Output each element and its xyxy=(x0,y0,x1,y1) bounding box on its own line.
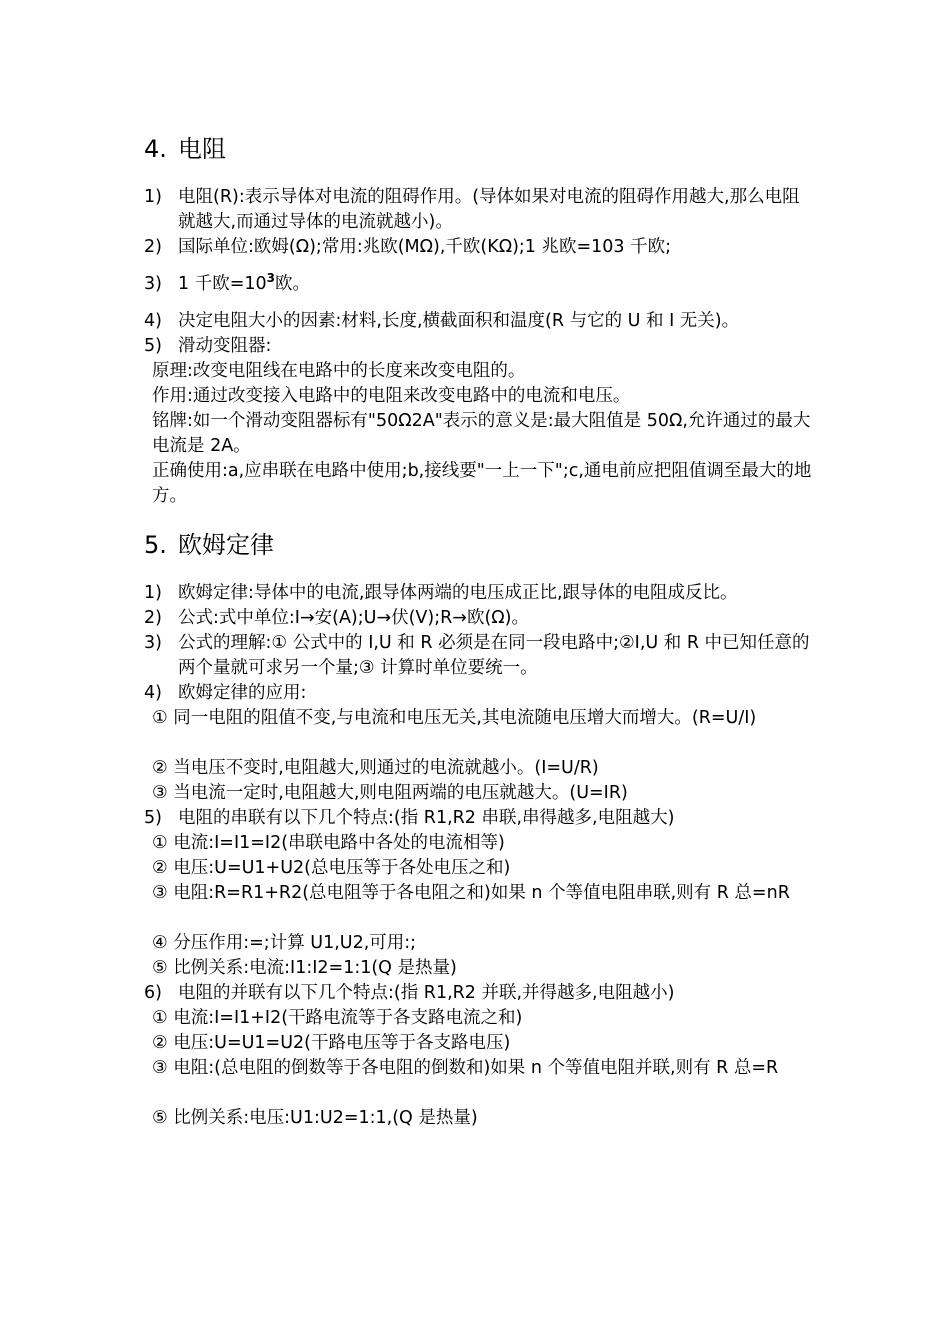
item-text-base: 1 千欧=10 xyxy=(178,274,267,294)
list-item xyxy=(144,581,814,606)
item-text: 滑动变阻器: xyxy=(178,336,272,356)
list-item xyxy=(144,272,814,298)
item-number: 4) xyxy=(144,311,162,331)
item-text: 欧姆定律的应用: xyxy=(178,683,307,703)
list-item xyxy=(144,806,814,831)
item-number: 3) xyxy=(144,274,162,294)
section-title: 欧姆定律 xyxy=(178,531,274,559)
list-item xyxy=(144,235,814,260)
sub-line: ⑤ 比例关系:电压:U1:U2=1:1,(Q 是热量) xyxy=(152,1108,478,1128)
section-number: 5. xyxy=(144,531,167,559)
sub-line: ① 电流:I=I1=I2(串联电路中各处的电流相等) xyxy=(152,833,505,853)
sub-line: ① 电流:I=I1+I2(干路电流等于各支路电流之和) xyxy=(152,1008,523,1028)
item-text: 电阻的并联有以下几个特点:(指 R1,R2 并联,并得越多,电阻越小) xyxy=(178,983,675,1003)
exponent: 3 xyxy=(266,271,275,285)
list-item xyxy=(144,309,814,334)
item-number: 2) xyxy=(144,237,162,257)
item-number: 6) xyxy=(144,983,162,1003)
item-number: 5) xyxy=(144,808,162,828)
sub-line: ② 电压:U=U1+U2(总电压等于各处电压之和) xyxy=(152,858,511,878)
item-number: 5) xyxy=(144,336,162,356)
list-item xyxy=(144,185,814,235)
sub-line: 原理:改变电阻线在电路中的长度来改变电阻的。 xyxy=(152,361,526,381)
item-number: 3) xyxy=(144,633,162,653)
sub-line: 铭牌:如一个滑动变阻器标有"50Ω2A"表示的意义是:最大阻值是 50Ω,允许通过的最大电流是 2A。 xyxy=(152,411,811,456)
item-number: 1) xyxy=(144,583,162,603)
sub-line: ① 同一电阻的阻值不变,与电流和电压无关,其电流随电压增大而增大。(R=U/I) xyxy=(152,708,757,728)
item-text: 欧姆定律:导体中的电流,跟导体两端的电压成正比,跟导体的电阻成反比。 xyxy=(178,583,738,603)
list-item xyxy=(144,334,814,359)
list-item xyxy=(144,606,814,631)
item-text: 电阻的串联有以下几个特点:(指 R1,R2 串联,串得越多,电阻越大) xyxy=(178,808,675,828)
sub-line: 正确使用:a,应串联在电路中使用;b,接线要"一上一下";c,通电前应把阻值调至最大的地方。 xyxy=(152,461,812,506)
item-text: 公式的理解:① 公式中的 I,U 和 R 必须是在同一段电路中;②I,U 和 R 中已知任意的两个量就可求另一个量;③ 计算时单位要统一。 xyxy=(178,633,810,678)
list-item xyxy=(144,981,814,1006)
item-text: 公式:式中单位:I→安(A);U→伏(V);R→欧(Ω)。 xyxy=(178,608,529,628)
sub-line: ④ 分压作用:=;计算 U1,U2,可用:; xyxy=(152,933,417,953)
section-heading-ohms-law xyxy=(144,530,274,560)
item-number: 2) xyxy=(144,608,162,628)
sub-line: ② 电压:U=U1=U2(干路电压等于各支路电压) xyxy=(152,1033,511,1053)
item-number: 4) xyxy=(144,683,162,703)
sub-line: 作用:通过改变接入电路中的电阻来改变电路中的电流和电压。 xyxy=(152,386,631,406)
section-heading-resistance xyxy=(144,134,226,164)
item-text: 国际单位:欧姆(Ω);常用:兆欧(MΩ),千欧(KΩ);1 兆欧=103 千欧; xyxy=(178,237,672,257)
item-text-unit: 欧。 xyxy=(275,274,310,294)
item-text xyxy=(178,272,814,298)
list-item xyxy=(144,681,814,706)
sub-line: ③ 当电流一定时,电阻越大,则电阻两端的电压就越大。(U=IR) xyxy=(152,783,628,803)
section-number: 4. xyxy=(144,135,167,163)
list-item xyxy=(144,631,814,681)
sub-line: ② 当电压不变时,电阻越大,则通过的电流就越小。(I=U/R) xyxy=(152,758,599,778)
item-text: 决定电阻大小的因素:材料,长度,横截面积和温度(R 与它的 U 和 I 无关)。 xyxy=(178,311,740,331)
sub-line: ③ 电阻:R=R1+R2(总电阻等于各电阻之和)如果 n 个等值电阻串联,则有 R 总=nR xyxy=(152,883,790,903)
item-number: 1) xyxy=(144,187,162,207)
sub-line: ⑤ 比例关系:电流:I1:I2=1:1(Q 是热量) xyxy=(152,958,457,978)
item-text: 电阻(R):表示导体对电流的阻碍作用。(导体如果对电流的阻碍作用越大,那么电阻就越大,而通过导体的电流就越小)。 xyxy=(178,187,800,232)
sub-line: ③ 电阻:(总电阻的倒数等于各电阻的倒数和)如果 n 个等值电阻并联,则有 R 总=R xyxy=(152,1058,779,1078)
section-title: 电阻 xyxy=(178,135,226,163)
